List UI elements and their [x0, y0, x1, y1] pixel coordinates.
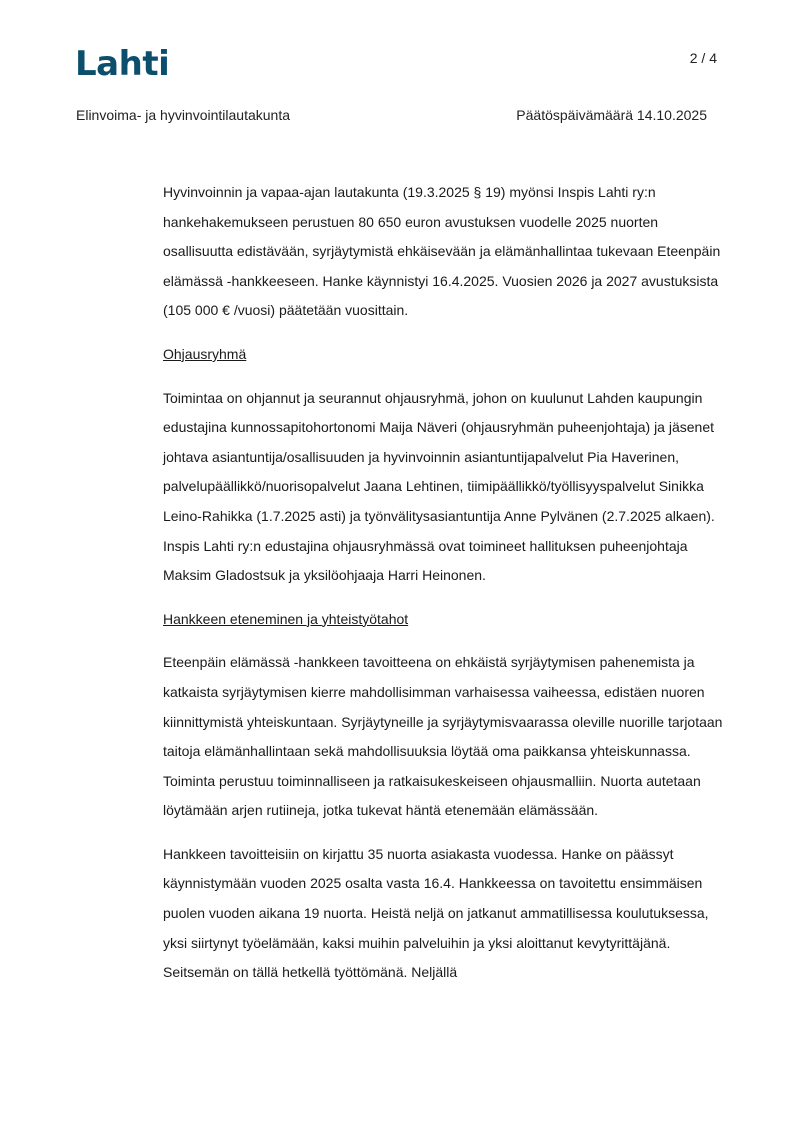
paragraph-steering-group: Toimintaa on ohjannut ja seurannut ohjausryhmä, johon on kuulunut Lahden kaupungin edustajina kunnossapitohortonomi Maija Näveri (ohjausryhmän puheenjohtaja) ja jäsenet johtava asiantuntija/osallisuuden ja hyvinvoinnin asiantuntijapalvelut Pia Haverinen, palvelupäällikkö/nuorisopalvelut Jaana Lehtinen, tiimipäällikkö/työllisyyspalvelut Sinikka Leino-Rahikka (1.7.2025 asti) ja työnvälitysasiantuntija Anne Pylvänen (2.7.2025 alkaen). Inspis Lahti ry:n edustajina ohjausryhmässä ovat toimineet hallituksen puheenjohtaja Maksim Gladostsuk ja yksilöohjaaja Harri Heinonen. [163, 389, 715, 584]
document-body [163, 178, 723, 1002]
decision-date: Päätöspäivämäärä 14.10.2025 [516, 107, 707, 123]
heading-progress: Hankkeen eteneminen ja yhteistyötahot [163, 610, 409, 627]
lahti-logo: Lahti [75, 44, 170, 84]
paragraph-project-goals: Eteenpäin elämässä -hankkeen tavoitteena on ehkäistä syrjäytymisen pahenemista ja katkaista syrjäytymisen kierre mahdollisimman varhaisessa vaiheessa, edistäen nuoren kiinnittymistä yhteiskuntaan. Syrjäytyneille ja syrjäytymisvaarassa oleville nuorille tarjotaan taitoja elämänhallintaan sekä mahdollisuuksia löytää oma paikkansa yhteiskunnassa. Toiminta perustuu toiminnalliseen ja ratkaisukeskeiseen ohjausmalliin. Nuorta autetaan löytämään arjen rutiineja, jotka tukevat häntä etenemään elämässään. [163, 654, 723, 819]
page-number: 2 / 4 [689, 50, 717, 66]
heading-steering-group: Ohjausryhmä [163, 345, 247, 362]
paragraph-grant: Hyvinvoinnin ja vapaa-ajan lautakunta (19.3.2025 § 19) myönsi Inspis Lahti ry:n hankehakemukseen perustuen 80 650 euron avustuksen vuodelle 2025 nuorten osallisuutta edistävään, syrjäytymistä ehkäisevään ja elämänhallintaa tukevaan Eteenpäin elämässä -hankkeeseen. Hanke käynnistyi 16.4.2025. Vuosien 2026 ja 2027 avustuksista (105 000 € /vuosi) päätetään vuosittain. [163, 184, 721, 319]
committee-name: Elinvoima- ja hyvinvointilautakunta [76, 107, 290, 123]
paragraph-results: Hankkeen tavoitteisiin on kirjattu 35 nuorta asiakasta vuodessa. Hanke on päässyt käynnistymään vuoden 2025 osalta vasta 16.4. Hankkeessa on tavoitettu ensimmäisen puolen vuoden aikana 19 nuorta. Heistä neljä on jatkanut ammatillisessa koulutuksessa, yksi siirtynyt työelämään, kaksi muihin palveluihin ja yksi aloittanut kevytyrittäjänä. Seitsemän on tällä hetkellä työttömänä. Neljällä [163, 845, 709, 981]
